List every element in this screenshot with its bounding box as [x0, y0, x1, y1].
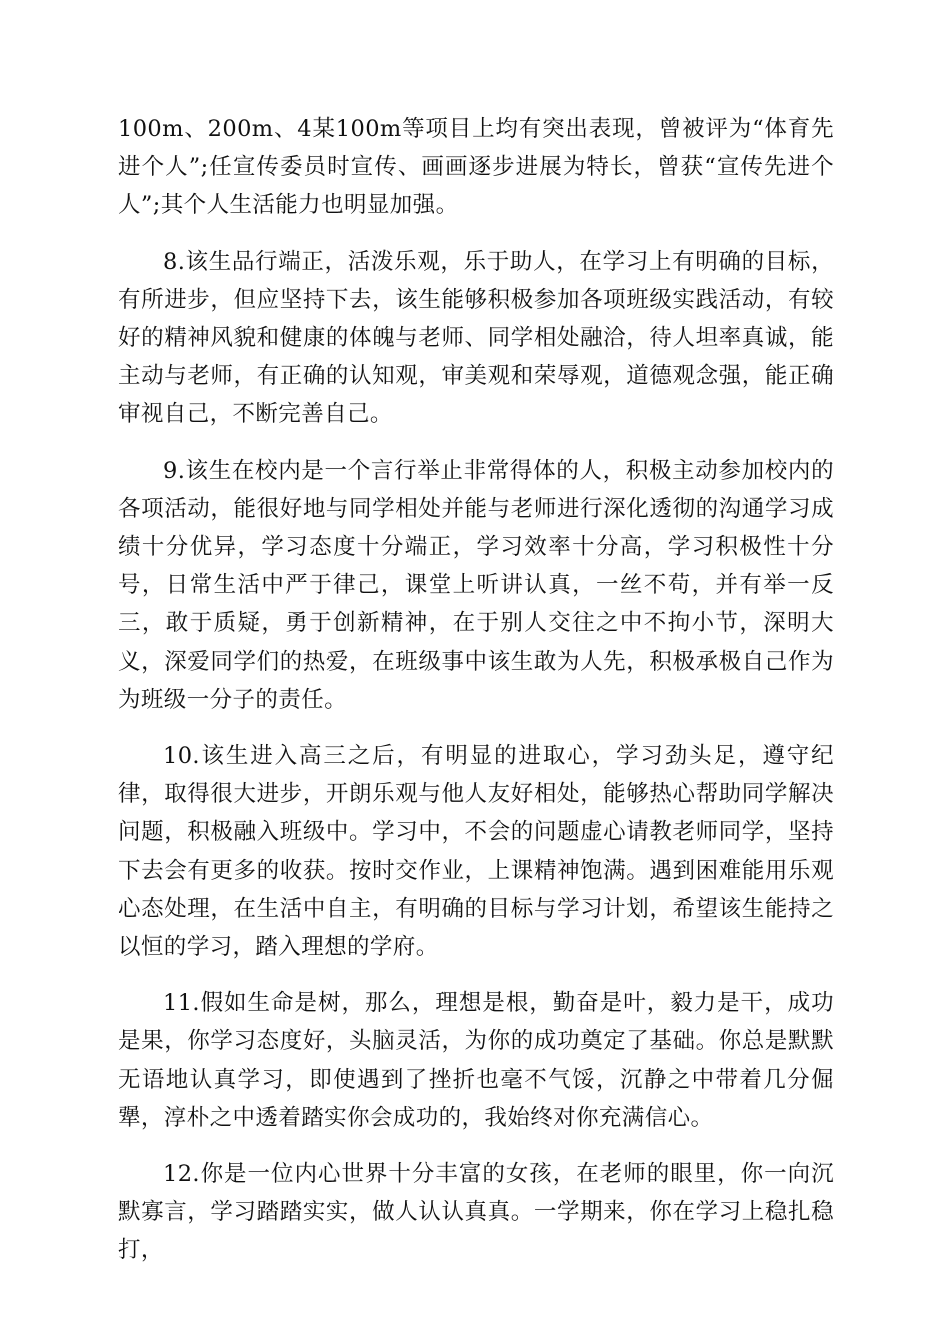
paragraph-item-8: 8.该生品行端正，活泼乐观，乐于助人，在学习上有明确的目标，有所进步，但应坚持下去，该生能够积极参加各项班级实践活动，有较好的精神风貌和健康的体魄与老师、同学相处融洽，待人坦率真诚，能主动与老师，有正确的认知观，审美观和荣辱观，道德观念强，能正确审视自己，不断完善自己。: [118, 248, 834, 428]
paragraph-item-12: 12.你是一位内心世界十分丰富的女孩，在老师的眼里，你一向沉默寡言，学习踏踏实实，做人认认真真。一学期来，你在学习上稳扎稳打，: [118, 1161, 834, 1264]
paragraph-item-10: 10.该生进入高三之后，有明显的进取心，学习劲头足，遵守纪律，取得很大进步，开朗乐观与他人友好相处，能够热心帮助同学解决问题，积极融入班级中。学习中，不会的问题虚心请教老师同学，坚持下去会有更多的收获。按时交作业，上课精神饱满。遇到困难能用乐观心态处理，在生活中自主，有明确的目标与学习计划，希望该生能持之以恒的学习，踏入理想的学府。: [118, 743, 834, 961]
document-page: [118, 110, 834, 1288]
paragraph-item-11: 11.假如生命是树，那么，理想是根，勤奋是叶，毅力是干，成功是果，你学习态度好，头脑灵活，为你的成功奠定了基础。你总是默默无语地认真学习，即使遇到了挫折也毫不气馁，沉静之中带着几分倔犟，淳朴之中透着踏实你会成功的，我始终对你充满信心。: [118, 990, 834, 1131]
paragraph-continued: 100m、200m、4某100m等项目上均有突出表现，曾被评为“体育先进个人”;任宣传委员时宣传、画画逐步进展为特长，曾获“宣传先进个人”;其个人生活能力也明显加强。: [118, 116, 834, 219]
paragraph-item-9: 9.该生在校内是一个言行举止非常得体的人，积极主动参加校内的各项活动，能很好地与同学相处并能与老师进行深化透彻的沟通学习成绩十分优异，学习态度十分端正，学习效率十分高，学习积极性十分号，日常生活中严于律己，课堂上听讲认真，一丝不苟，并有举一反三，敢于质疑，勇于创新精神，在于别人交往之中不拘小节，深明大义，深爱同学们的热爱，在班级事中该生敢为人先，积极承极自己作为为班级一分子的责任。: [118, 457, 834, 713]
